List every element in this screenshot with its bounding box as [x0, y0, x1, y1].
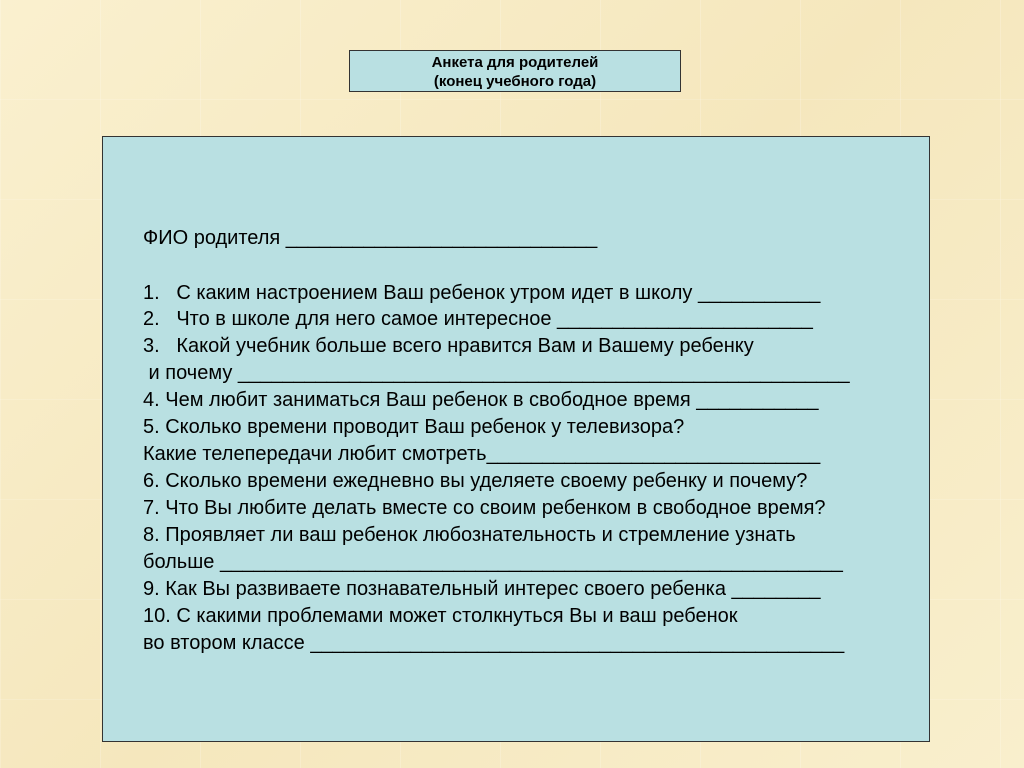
- question-4: 4. Чем любит заниматься Ваш ребенок в свободное время ___________: [143, 389, 819, 411]
- title-line-2: (конец учебного года): [433, 73, 597, 90]
- questionnaire-form: [102, 136, 930, 742]
- questionnaire-title-box: [349, 50, 681, 92]
- question-9: 9. Как Вы развиваете познавательный интерес своего ребенка ________: [143, 578, 821, 600]
- question-5: 5. Сколько времени проводит Ваш ребенок у телевизора?: [143, 416, 685, 438]
- question-3: 3. Какой учебник больше всего нравится Вам и Вашему ребенку: [143, 335, 754, 357]
- question-2: 2. Что в школе для него самое интересное _______________________: [143, 308, 813, 330]
- question-7: 7. Что Вы любите делать вместе со своим ребенком в свободное время?: [143, 497, 826, 519]
- question-10: 10. С какими проблемами может столкнуться Вы и ваш ребенок: [143, 605, 738, 627]
- question-6: 6. Сколько времени ежедневно вы уделяете своему ребенку и почему?: [143, 470, 808, 492]
- question-8-continued: больше ________________________________________________________: [143, 551, 843, 573]
- title-line-1: Анкета для родителей: [431, 54, 599, 71]
- question-8: 8. Проявляет ли ваш ребенок любознательность и стремление узнать: [143, 524, 796, 546]
- question-1: 1. С каким настроением Ваш ребенок утром идет в школу ___________: [143, 282, 821, 304]
- question-5-continued: Какие телепередачи любит смотреть______________________________: [143, 443, 821, 465]
- question-10-continued: во втором классе ________________________________________________: [143, 632, 845, 654]
- question-3-continued: и почему _______________________________________________________: [143, 362, 850, 384]
- parent-name-line: ФИО родителя ____________________________: [143, 227, 598, 249]
